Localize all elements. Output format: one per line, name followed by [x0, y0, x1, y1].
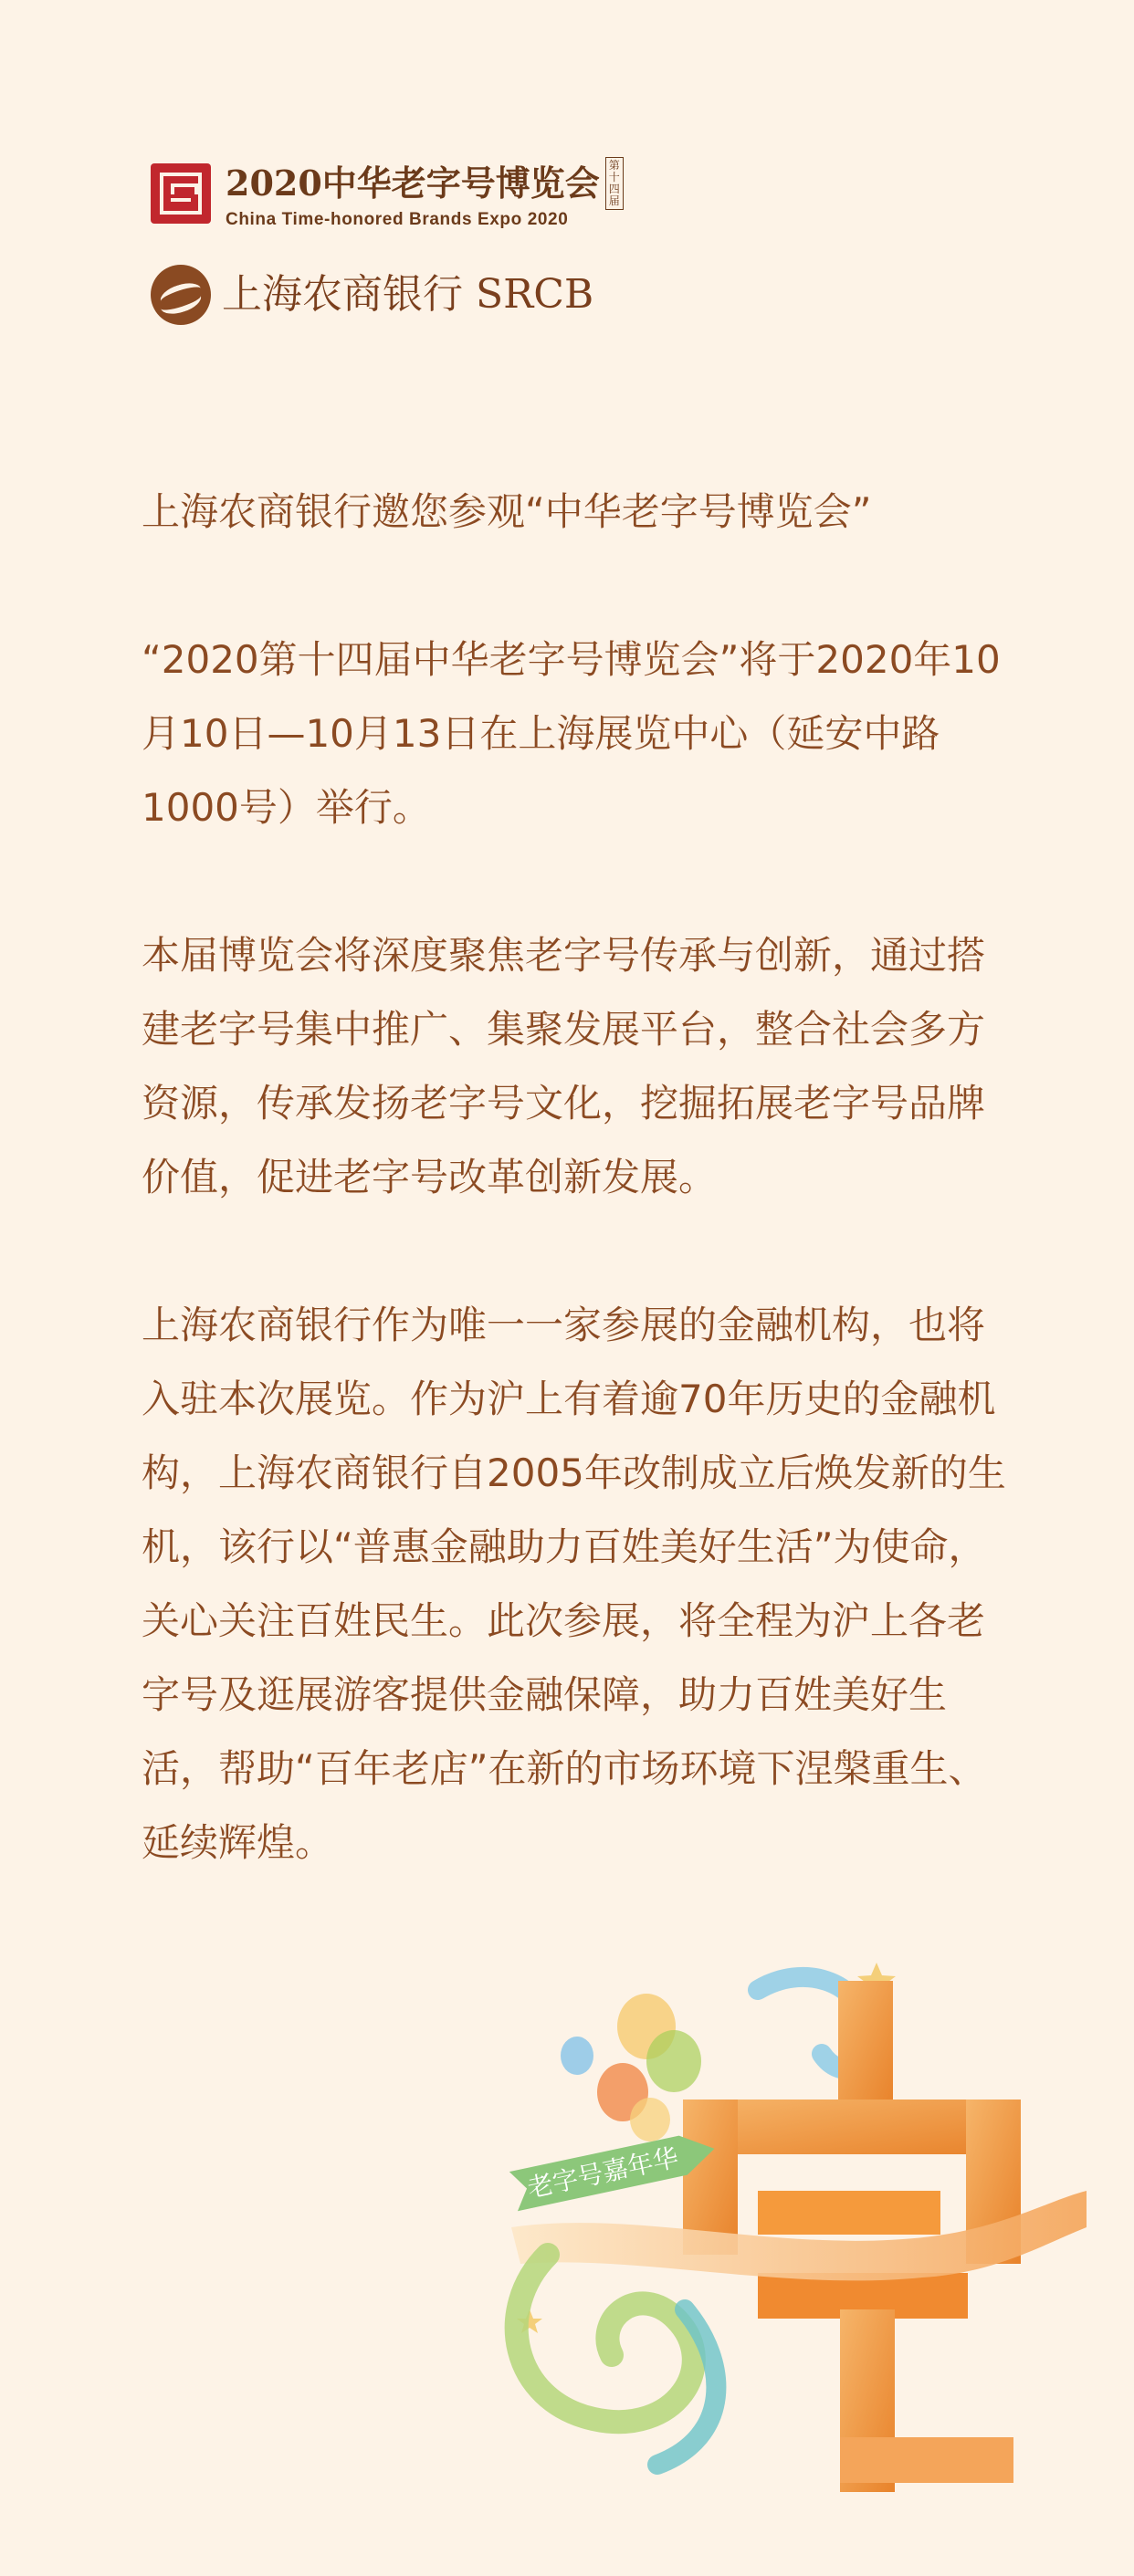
page-header	[151, 157, 698, 325]
article-paragraph-1: “2020第十四届中华老字号博览会”将于2020年10月10日—10月13日在上海展览中心（延安中路1000号）举行。	[142, 637, 1001, 830]
balloon-icon	[630, 2098, 670, 2141]
carnival-illustration	[457, 1926, 1096, 2510]
article-paragraph-3: 上海农商银行作为唯一一家参展的金融机构，也将入驻本次展览。作为沪上有着逾70年历史的金融机构，上海农商银行自2005年改制成立后焕发新的生机，该行以“普惠金融助力百姓美好生活”为使命，关心关注百姓民生。此次参展，将全程为沪上各老字号及逛展游客提供金融保障，助力百姓美好生活，帮助“百年老店”在新的市场环境下涅槃重生、延续辉煌。	[142, 1303, 1006, 1865]
balloon-icon	[561, 2037, 593, 2075]
srcb-logo-icon	[151, 265, 211, 325]
carnival-banner-text: 老字号嘉年华	[524, 2141, 681, 2204]
bank-logo	[151, 265, 698, 325]
article-body	[142, 475, 1018, 1953]
expo-logo	[151, 157, 698, 230]
swirl-icon	[517, 2255, 694, 2422]
expo-subtitle: China Time-honored Brands Expo 2020	[226, 210, 569, 229]
expo-title: 2020中华老字号博览会 第十四届	[226, 157, 624, 210]
expo-edition: 第十四届	[605, 157, 624, 210]
article-heading: 上海农商银行邀您参观“中华老字号博览会”	[142, 489, 872, 534]
article-paragraph-2: 本届博览会将深度聚焦老字号传承与创新，通过搭建老字号集中推广、集聚发展平台，整合社会多方资源，传承发扬老字号文化，挖掘拓展老字号品牌价值，促进老字号改革创新发展。	[142, 933, 986, 1199]
balloon-icon	[646, 2030, 701, 2092]
seal-icon	[151, 163, 211, 224]
bank-name: 上海农商银行 SRCB	[222, 271, 594, 318]
